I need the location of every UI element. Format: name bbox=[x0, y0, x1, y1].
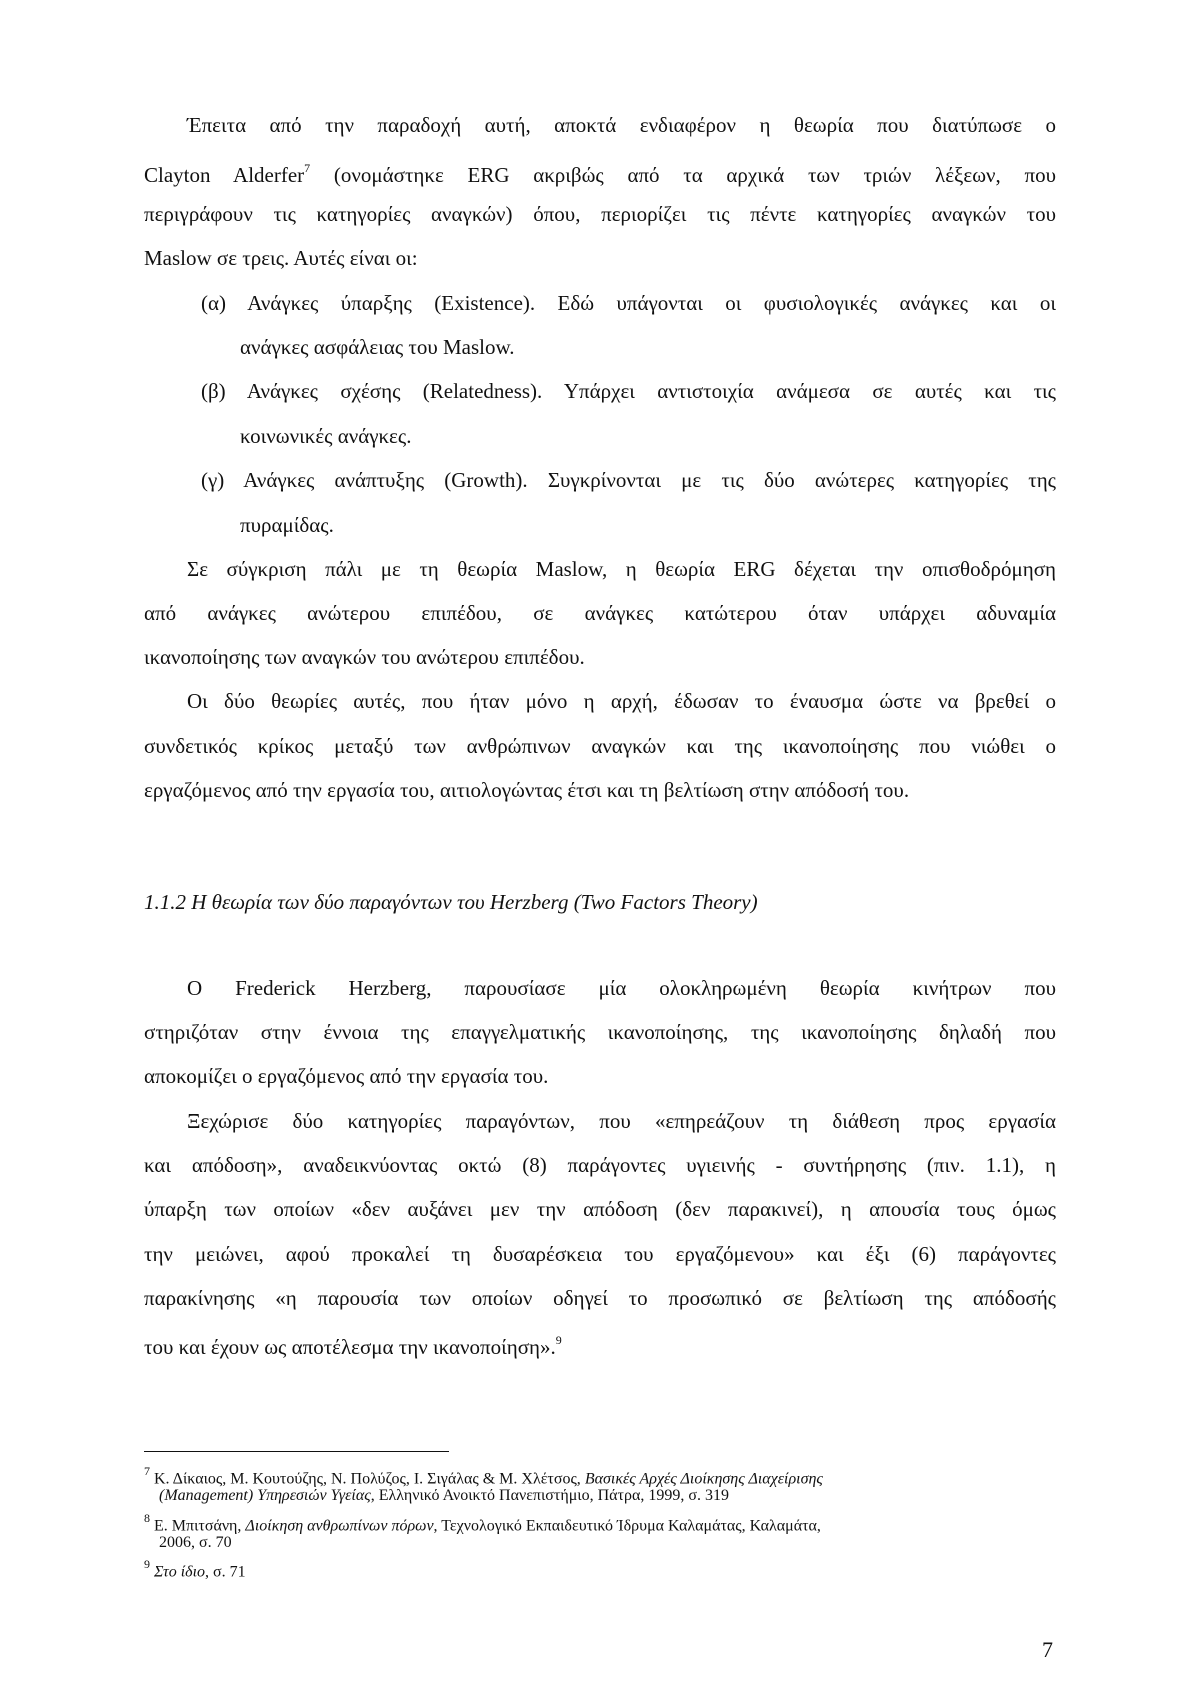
body-line: ύπαρξη των οποίων «δεν αυξάνει μεν την απόδοση (δεν παρακινεί), η απουσία τους όμως bbox=[144, 1197, 1056, 1221]
list-item-line: ανάγκες ασφάλειας του Maslow. bbox=[240, 335, 515, 359]
body-line: Οι δύο θεωρίες αυτές, που ήταν μόνο η αρχή, έδωσαν το έναυσμα ώστε να βρεθεί ο bbox=[187, 689, 1056, 713]
footnote-ref: 9 bbox=[555, 1333, 562, 1347]
footnote-text: Κ. Δίκαιος, Μ. Κουτούζης, Ν. Πολύζος, Ι. Σιγάλας & Μ. Χλέτσος, bbox=[154, 1470, 585, 1488]
body-text: (ονομάστηκε ERG ακριβώς από τα αρχικά των τριών λέξεων, που bbox=[333, 163, 1056, 187]
body-line: Maslow σε τρεις. Αυτές είναι οι: bbox=[144, 246, 418, 270]
body-line bbox=[144, 157, 1056, 188]
body-line: από ανάγκες ανώτερου επιπέδου, σε ανάγκες κατώτερου όταν υπάρχει αδυναμία bbox=[144, 601, 1056, 625]
footnote-number: 8 bbox=[144, 1511, 150, 1525]
body-line: Ξεχώρισε δύο κατηγορίες παραγόντων, που «επηρεάζουν τη διάθεση προς εργασία bbox=[187, 1109, 1056, 1133]
footnote-separator bbox=[144, 1451, 449, 1452]
body-line: παρακίνησης «η παρουσία των οποίων οδηγεί το προσωπικό σε βελτίωση της απόδοσής bbox=[144, 1286, 1056, 1310]
body-line: Σε σύγκριση πάλι με τη θεωρία Maslow, η θεωρία ERG δέχεται την οπισθοδρόμηση bbox=[187, 557, 1056, 581]
footnote-title: (Management) Υπηρεσιών Υγείας bbox=[159, 1487, 371, 1504]
body-line: και απόδοση», αναδεικνύοντας οκτώ (8) παράγοντες υγιεινής - συντήρησης (πιν. 1.1), η bbox=[144, 1153, 1056, 1177]
body-line: περιγράφουν τις κατηγορίες αναγκών) όπου, περιορίζει τις πέντε κατηγορίες αναγκών του bbox=[144, 202, 1056, 226]
body-line bbox=[144, 1329, 562, 1360]
footnote-title: Στο ίδιο bbox=[154, 1563, 206, 1581]
list-item-line: (β) Ανάγκες σχέσης (Relatedness). Υπάρχει αντιστοιχία ανάμεσα σε αυτές και τις bbox=[201, 379, 1056, 403]
footnote-8 bbox=[144, 1510, 821, 1536]
footnote-9 bbox=[144, 1556, 246, 1582]
body-line: Έπειτα από την παραδοχή αυτή, αποκτά ενδιαφέρον η θεωρία που διατύπωσε ο bbox=[187, 113, 1056, 137]
footnote-number: 7 bbox=[144, 1464, 150, 1478]
body-line: εργαζόμενος από την εργασία του, αιτιολογώντας έτσι και τη βελτίωση στην απόδοσή του. bbox=[144, 778, 910, 802]
footnote-7-cont bbox=[159, 1486, 729, 1506]
footnote-title: Βασικές Αρχές Διοίκησης Διαχείρισης bbox=[584, 1470, 823, 1488]
body-line: Ο Frederick Herzberg, παρουσίασε μία ολοκληρωμένη θεωρία κινήτρων που bbox=[187, 976, 1056, 1000]
page-number: 7 bbox=[1042, 1637, 1053, 1662]
body-line: συνδετικός κρίκος μεταξύ των ανθρώπινων αναγκών και της ικανοποίησης που νιώθει ο bbox=[144, 734, 1056, 758]
list-item-line: κοινωνικές ανάγκες. bbox=[240, 424, 412, 448]
body-line: στηριζόταν στην έννοια της επαγγελματικής ικανοποίησης, της ικανοποίησης δηλαδή που bbox=[144, 1020, 1056, 1044]
list-item-line: (α) Ανάγκες ύπαρξης (Existence). Εδώ υπάγονται οι φυσιολογικές ανάγκες και οι bbox=[201, 291, 1056, 315]
footnote-title: Διοίκηση ανθρωπίνων πόρων bbox=[245, 1517, 434, 1535]
footnote-ref: 7 bbox=[304, 161, 311, 175]
body-line: αποκομίζει ο εργαζόμενος από την εργασία του. bbox=[144, 1064, 549, 1088]
body-line: ικανοποίησης των αναγκών του ανώτερου επιπέδου. bbox=[144, 645, 585, 669]
footnote-text: Ε. Μπιτσάνη, bbox=[154, 1517, 246, 1535]
footnote-text: , σ. 71 bbox=[205, 1563, 246, 1581]
section-heading: 1.1.2 Η θεωρία των δύο παραγόντων του Herzberg (Two Factors Theory) bbox=[144, 890, 758, 914]
list-item-line: πυραμίδας. bbox=[240, 513, 334, 537]
body-text: του και έχουν ως αποτέλεσμα την ικανοποίηση». bbox=[144, 1335, 556, 1359]
footnote-number: 9 bbox=[144, 1557, 150, 1571]
list-item-line: (γ) Ανάγκες ανάπτυξης (Growth). Συγκρίνονται με τις δύο ανώτερες κατηγορίες της bbox=[201, 468, 1056, 492]
footnote-8-cont: 2006, σ. 70 bbox=[159, 1534, 232, 1551]
footnote-text: , Τεχνολογικό Εκπαιδευτικό Ίδρυμα Καλαμάτας, Καλαμάτα, bbox=[433, 1517, 821, 1535]
footnote-text: , Ελληνικό Ανοικτό Πανεπιστήμιο, Πάτρα, 1999, σ. 319 bbox=[370, 1487, 729, 1504]
body-line: την μειώνει, αφού προκαλεί τη δυσαρέσκεια του εργαζόμενου» και έξι (6) παράγοντες bbox=[144, 1242, 1056, 1266]
author-name: Clayton Alderfer bbox=[144, 163, 305, 187]
